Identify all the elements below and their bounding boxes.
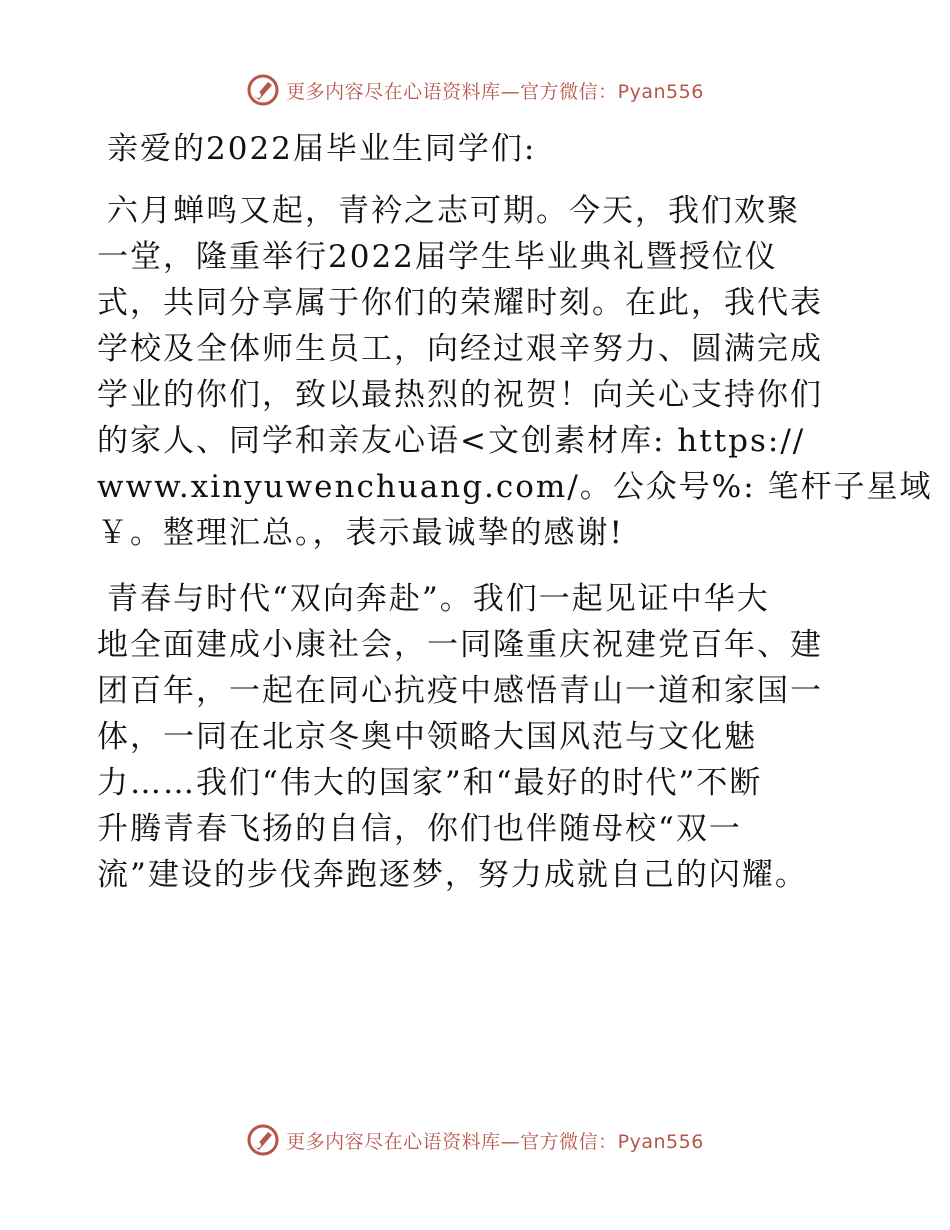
paragraph-line: 流”建设的步伐奔跑逐梦，努力成就自己的闪耀。: [97, 857, 808, 893]
paragraph-line: 学校及全体师生员工，向经过艰辛努力、圆满完成: [97, 331, 823, 367]
paragraph-line: www.xinyuwenchuang.com/。公众号%: 笔杆子星域: [97, 469, 933, 505]
paragraph-line: 升腾青春飞扬的自信，你们也伴随母校“双一: [97, 811, 742, 847]
paragraph-line: 式，共同分享属于你们的荣耀时刻。在此，我代表: [97, 285, 823, 321]
paragraph-line: 一堂，隆重举行2022届学生毕业典礼暨授位仪: [97, 239, 778, 275]
paragraph-line: 学业的你们，致以最热烈的祝贺！向关心支持你们: [97, 377, 823, 413]
footer-banner: [0, 1120, 950, 1160]
pen-seal-icon: [246, 1123, 280, 1157]
paragraph-line: 力……我们“伟大的国家”和“最好的时代”不断: [97, 765, 763, 801]
pen-seal-icon: [246, 73, 280, 107]
paragraph-line: 青春与时代“双向奔赴”。我们一起见证中华大: [107, 581, 770, 617]
paragraph-1: [97, 188, 933, 556]
document-body: [97, 122, 933, 918]
header-banner: [0, 70, 950, 110]
greeting: 亲爱的2022届毕业生同学们:: [107, 131, 537, 167]
paragraph-line: 的家人、同学和亲友心语<文创素材库: https://: [97, 423, 806, 459]
paragraph-line: 体，一同在北京冬奥中领略大国风范与文化魅: [97, 719, 757, 755]
paragraph-line: ￥。整理汇总。，表示最诚挚的感谢!: [97, 515, 624, 551]
footer-banner-text: 更多内容尽在心语资料库—官方微信：Pyan556: [286, 1130, 704, 1153]
paragraph-line: 六月蝉鸣又起，青衿之志可期。今天，我们欢聚: [107, 193, 800, 229]
paragraph-2: [97, 576, 851, 898]
paragraph-line: 团百年，一起在同心抗疫中感悟青山一道和家国一: [97, 673, 823, 709]
header-banner-text: 更多内容尽在心语资料库—官方微信：Pyan556: [286, 80, 704, 103]
paragraph-line: 地全面建成小康社会，一同隆重庆祝建党百年、建: [97, 627, 823, 663]
